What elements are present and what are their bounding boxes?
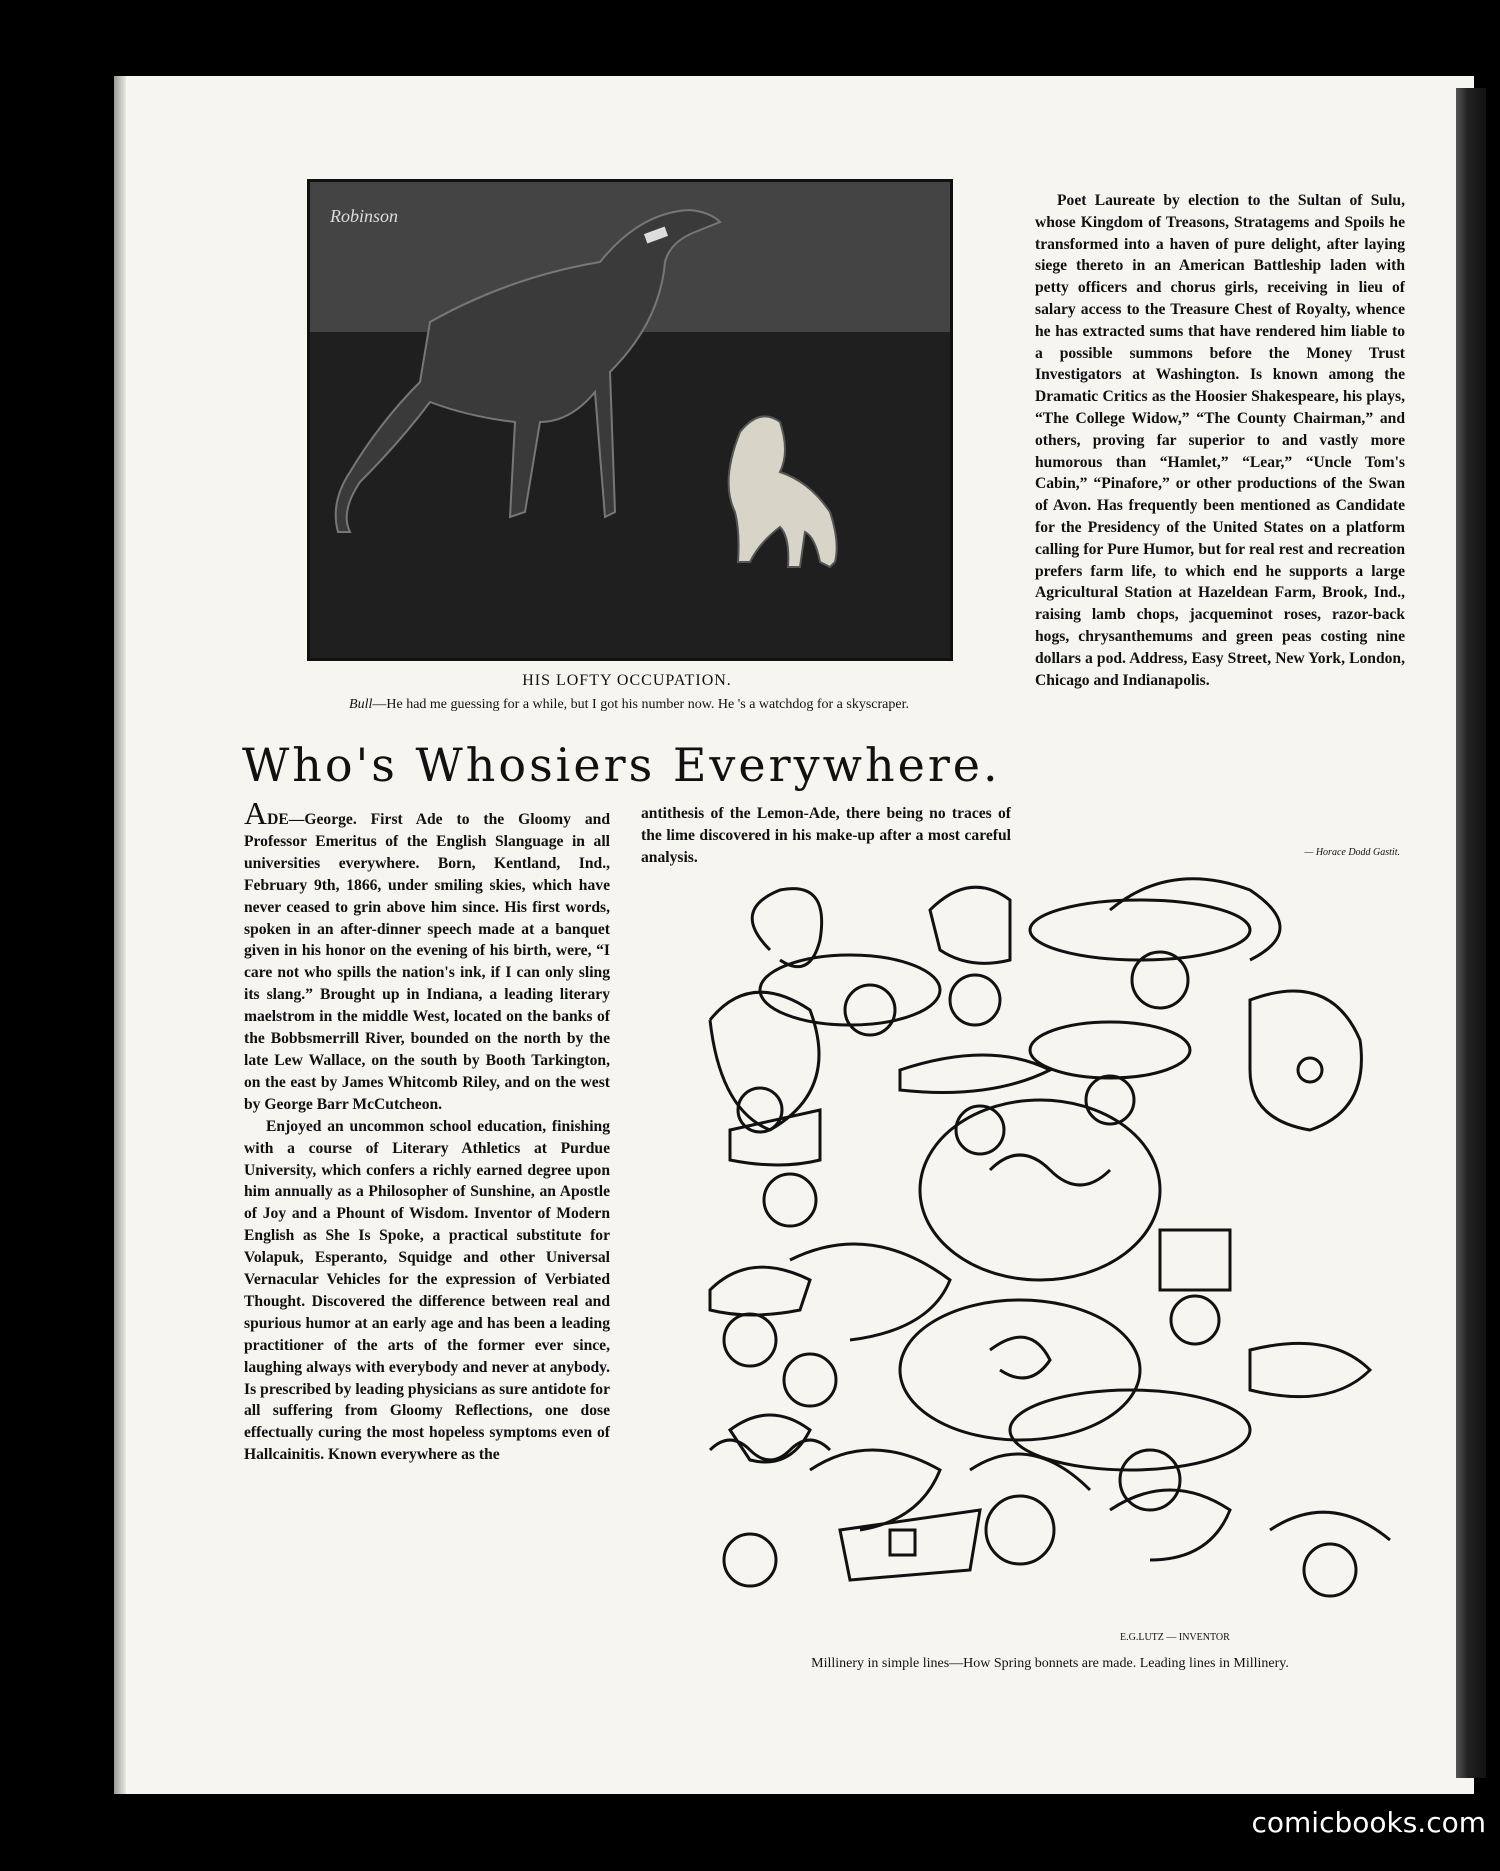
millinery-illustration (690, 870, 1410, 1650)
page-binding-edge (114, 76, 126, 1794)
article-column-1 (244, 795, 610, 1466)
illustration-caption-title: HIS LOFTY OCCUPATION. (522, 672, 732, 689)
illustration-signature: Robinson (330, 206, 399, 226)
illustration-caption (244, 697, 1014, 713)
drop-cap: A (244, 795, 268, 831)
dogs-illustration (307, 179, 953, 661)
caption-speaker: Bull (349, 697, 373, 712)
right-column-text (1035, 190, 1405, 691)
right-column-paragraph: Poet Laureate by election to the Sultan of Sulu, whose Kingdom of Treasons, Stratagems and Spoils he transformed into a haven of pure delight, after laying siege thereto in an American Battleship laden with petty officers and chorus girls, receiving in lieu of salary access to the Treasure Chest of Royalty, whence he has extracted sums that have rendered him liable to a possible summons before the Money Trust Investigators at Washington. Is known among the Dramatic Critics as the Hoosier Shakespeare, his plays, “The College Widow,” “The County Chairman,” and others, proving far superior to and vastly more humorous than “Hamlet,” “Lear,” “Uncle Tom's Cabin,” “Pinafore,” or other productions of the Swan of Avon. Has frequently been mentioned as Candidate for the Presidency of the United States on a platform calling for Pure Humor, but for real rest and recreation prefers farm life, to which end he supports a large Agricultural Station at Hazeldean Farm, Brook, Ind., raising lamb chops, jacqueminot roses, razor-back hogs, chrysanthemums and green peas costing nine dollars a pod. Address, Easy Street, New York, London, Chicago and Indianapolis. (1035, 192, 1405, 689)
article-author: — Horace Dodd Gastit. (1304, 847, 1400, 858)
book-spine (1456, 88, 1486, 1778)
article-column-2: antithesis of the Lemon-Ade, there being no traces of the lime discovered in his make-up after a most careful analysis. (641, 805, 1011, 866)
dogs-drawing (310, 182, 950, 658)
article-paragraph-1 (244, 795, 610, 1116)
site-watermark: comicbooks.com (1251, 1806, 1486, 1839)
article-paragraph-2: Enjoyed an uncommon school education, finishing with a course of Literary Athletics at Purdue University, which confers a richly earned degree upon him annually as a Philosopher of Sunshine, an Apostle of Joy and a Phount of Wisdom. Inventor of Modern English as She Is Spoke, a practical substitute for Volapuk, Esperanto, Squidge and other Universal Vernacular Vehicles for the expression of Verbiated Thought. Discovered the difference between real and spurious humor at an early age and has been a leading practitioner of the arts of the former ever since, laughing always with everybody and never at anybody. Is prescribed by leading physicians as sure antidote for all suffering from Gloomy Reflections, one dose effectually curing the most hopeless symptoms even of Hallcainitis. Known everywhere as the (244, 1117, 610, 1464)
caption-dialogue: —He had me guessing for a while, but I got his number now. He 's a watchdog for a skyscraper. (372, 697, 909, 712)
millinery-caption: Millinery in simple lines—How Spring bonnets are made. Leading lines in Millinery. (811, 1656, 1289, 1671)
hats-drawing (690, 870, 1410, 1650)
article-headline: Who's Whosiers Everywhere. (242, 738, 1001, 792)
paragraph-1-text: DE—George. First Ade to the Gloomy and Professor Emeritus of the English Slanguage in all universities everywhere. Born, Kentland, Ind., February 9th, 1866, under smiling skies, which have never ceased to grin above him since. His first words, spoken in an after-dinner speech made at a banquet given in his honor on the evening of his birth, were, “I care not who spills the nation's ink, if I can only sling its slang.” Brought up in Indiana, a leading literary maelstrom in the middle West, located on the banks of the Bobbsmerrill River, bounded on the north by the late Lew Wallace, on the south by Booth Tarkington, on the east by James Whitcomb Riley, and on the west by George Barr McCutcheon. (244, 811, 610, 1113)
hats-signature: E.G.LUTZ — INVENTOR (1120, 1632, 1230, 1643)
